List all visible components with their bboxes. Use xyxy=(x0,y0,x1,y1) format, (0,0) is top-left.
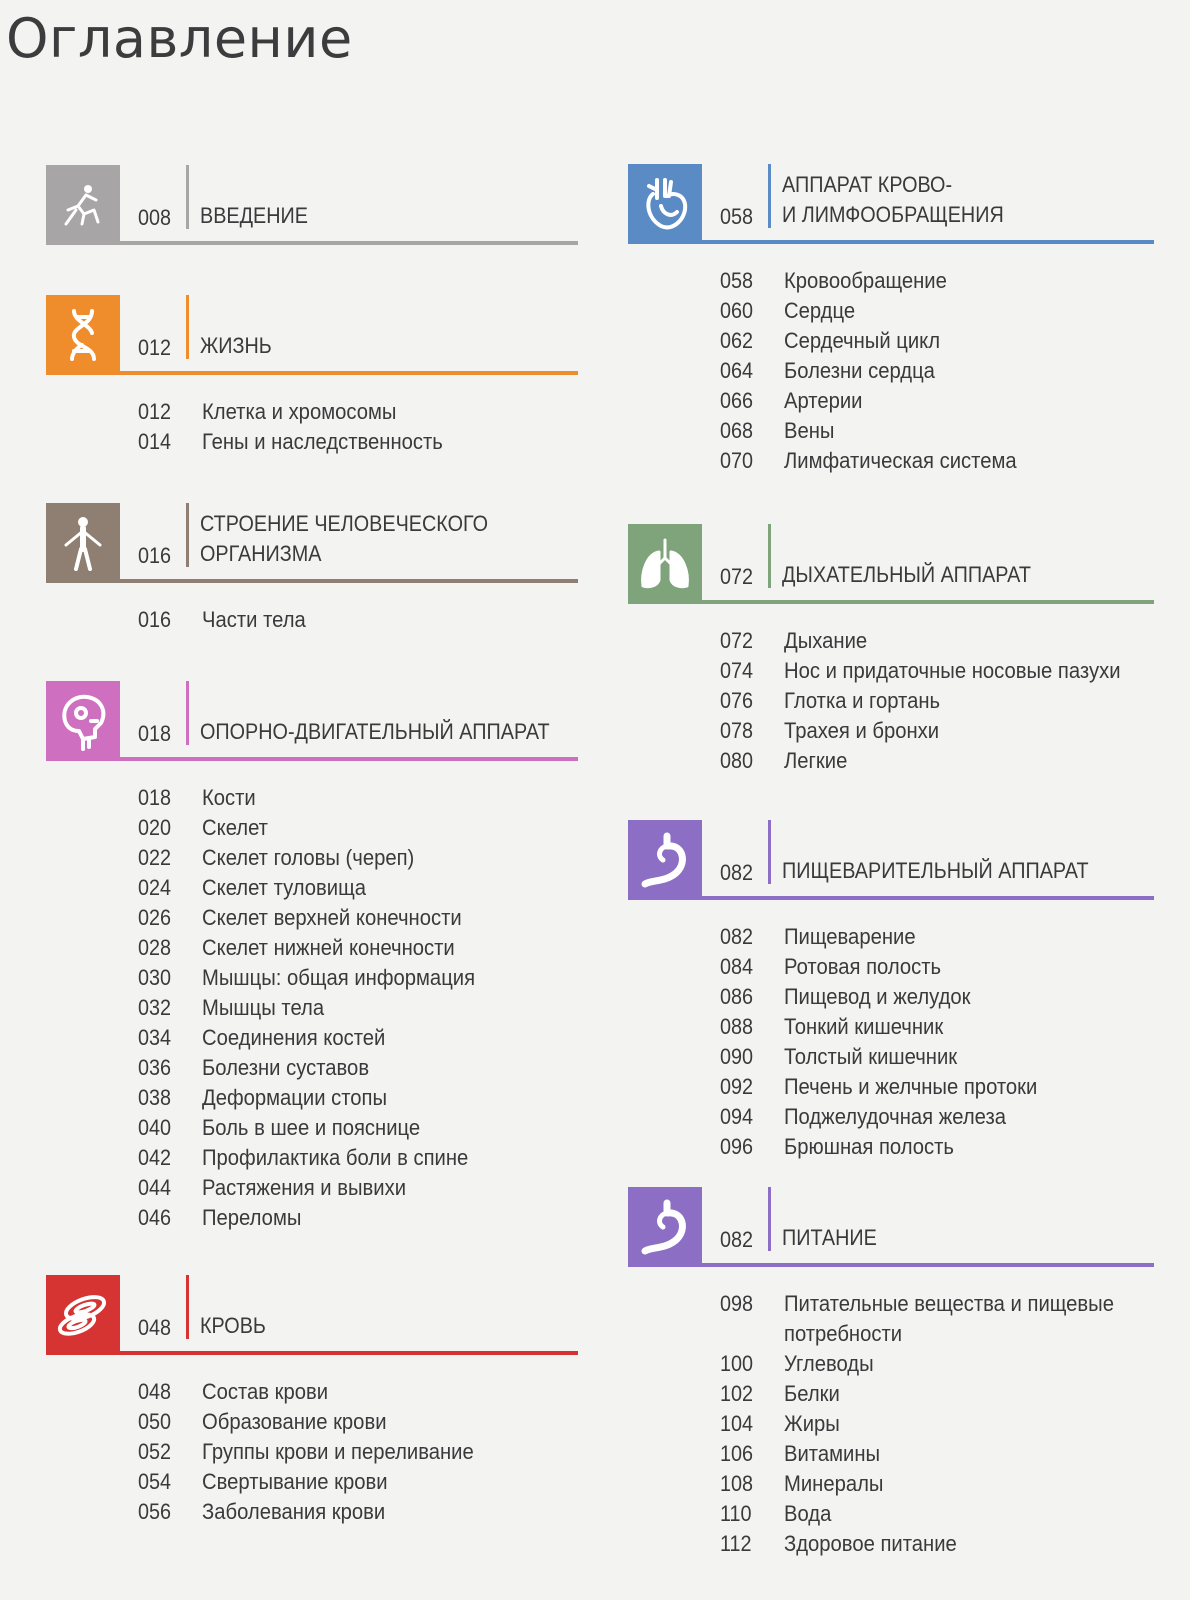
entry-title: Минералы xyxy=(784,1471,884,1496)
section-divider xyxy=(46,1351,578,1355)
entry-page-number: 102 xyxy=(720,1381,754,1406)
toc-entry[interactable] xyxy=(628,446,1154,476)
human-body-icon xyxy=(46,503,120,583)
entry-title: Сердечный цикл xyxy=(784,328,941,353)
section-accent-bar xyxy=(768,1187,771,1251)
toc-entry[interactable] xyxy=(628,922,1154,952)
section-divider xyxy=(628,896,1154,900)
toc-entry[interactable] xyxy=(46,1113,578,1143)
section-header[interactable] xyxy=(628,1187,1154,1267)
toc-entry[interactable] xyxy=(628,356,1154,386)
entry-title: Нос и придаточные носовые пазухи xyxy=(784,658,1121,683)
toc-entry[interactable] xyxy=(46,843,578,873)
entry-page-number: 100 xyxy=(720,1351,754,1376)
toc-entry[interactable] xyxy=(628,1132,1154,1162)
entry-title: Соединения костей xyxy=(202,1025,386,1050)
entry-page-number: 042 xyxy=(138,1145,172,1170)
entry-page-number: 094 xyxy=(720,1104,754,1129)
entry-title: Гены и наследственность xyxy=(202,429,443,454)
section-accent-bar xyxy=(186,295,189,359)
toc-entry[interactable] xyxy=(628,686,1154,716)
dna-icon xyxy=(46,295,120,375)
section-page-number: 082 xyxy=(720,860,754,885)
section-header[interactable] xyxy=(46,1275,578,1355)
entry-page-number: 104 xyxy=(720,1411,754,1436)
entry-title: Болезни сердца xyxy=(784,358,935,383)
section-header[interactable] xyxy=(46,165,578,245)
section-divider xyxy=(46,371,578,375)
section-header[interactable] xyxy=(628,820,1154,900)
toc-entry[interactable] xyxy=(628,952,1154,982)
section-page-number: 016 xyxy=(138,543,172,568)
section-page-number: 058 xyxy=(720,204,754,229)
entry-page-number: 020 xyxy=(138,815,172,840)
entry-page-number: 058 xyxy=(720,268,754,293)
section-title: СТРОЕНИЕ ЧЕЛОВЕЧЕСКОГО ОРГАНИЗМА xyxy=(200,511,488,566)
page-title: Оглавление xyxy=(6,7,353,70)
entry-title: Толстый кишечник xyxy=(784,1044,958,1069)
toc-entry[interactable] xyxy=(46,605,578,635)
section-circulation xyxy=(628,164,1154,476)
toc-entry[interactable] xyxy=(628,266,1154,296)
toc-entry[interactable] xyxy=(628,1409,1154,1439)
entry-page-number: 066 xyxy=(720,388,754,413)
toc-entry[interactable] xyxy=(46,397,578,427)
entry-page-number: 052 xyxy=(138,1439,172,1464)
toc-entry[interactable] xyxy=(628,1012,1154,1042)
entry-title: Свертывание крови xyxy=(202,1469,388,1494)
entry-page-number: 018 xyxy=(138,785,172,810)
entry-title: Мышцы тела xyxy=(202,995,325,1020)
entry-title: Жиры xyxy=(784,1411,840,1436)
section-title: ПИТАНИЕ xyxy=(782,1225,877,1250)
entry-page-number: 016 xyxy=(138,607,172,632)
section-nutrition xyxy=(628,1187,1154,1559)
section-page-number: 012 xyxy=(138,335,172,360)
toc-entry[interactable] xyxy=(628,416,1154,446)
section-accent-bar xyxy=(186,165,189,229)
section-page-number: 008 xyxy=(138,205,172,230)
toc-entry[interactable] xyxy=(46,873,578,903)
toc-entry[interactable] xyxy=(628,1529,1154,1559)
section-header[interactable] xyxy=(628,524,1154,604)
entry-page-number: 062 xyxy=(720,328,754,353)
toc-entry[interactable] xyxy=(46,1143,578,1173)
toc-entry[interactable] xyxy=(628,1439,1154,1469)
entry-title: Сердце xyxy=(784,298,856,323)
section-digestive xyxy=(628,820,1154,1162)
toc-entry[interactable] xyxy=(628,1042,1154,1072)
toc-entry[interactable] xyxy=(628,296,1154,326)
entry-page-number: 026 xyxy=(138,905,172,930)
section-header[interactable] xyxy=(46,503,578,583)
entry-title: Пищеварение xyxy=(784,924,916,949)
section-header[interactable] xyxy=(46,681,578,761)
toc-entry[interactable] xyxy=(46,813,578,843)
section-page-number: 048 xyxy=(138,1315,172,1340)
entry-title: Растяжения и вывихи xyxy=(202,1175,407,1200)
toc-entry[interactable] xyxy=(46,427,578,457)
section-musculoskeletal xyxy=(46,681,578,1233)
section-header[interactable] xyxy=(46,295,578,375)
entry-list xyxy=(46,1377,578,1527)
toc-entry[interactable] xyxy=(46,993,578,1023)
entry-title: Лимфатическая система xyxy=(784,448,1017,473)
entry-title: Витамины xyxy=(784,1441,881,1466)
section-title: ПИЩЕВАРИТЕЛЬНЫЙ АППАРАТ xyxy=(782,858,1089,883)
entry-title: Профилактика боли в спине xyxy=(202,1145,469,1170)
entry-title: Пищевод и желудок xyxy=(784,984,971,1009)
entry-page-number: 084 xyxy=(720,954,754,979)
toc-entry[interactable] xyxy=(628,1379,1154,1409)
entry-page-number: 096 xyxy=(720,1134,754,1159)
entry-page-number: 038 xyxy=(138,1085,172,1110)
entry-page-number: 024 xyxy=(138,875,172,900)
entry-title: Углеводы xyxy=(784,1351,874,1376)
entry-page-number: 072 xyxy=(720,628,754,653)
entry-page-number: 088 xyxy=(720,1014,754,1039)
entry-title: Брюшная полость xyxy=(784,1134,954,1159)
entry-list xyxy=(46,783,578,1233)
entry-page-number: 106 xyxy=(720,1441,754,1466)
entry-page-number: 022 xyxy=(138,845,172,870)
entry-page-number: 064 xyxy=(720,358,754,383)
entry-page-number: 046 xyxy=(138,1205,172,1230)
entry-title: Питательные вещества и пищевые потребности xyxy=(784,1291,1114,1346)
toc-entry[interactable] xyxy=(46,1083,578,1113)
entry-page-number: 078 xyxy=(720,718,754,743)
entry-page-number: 044 xyxy=(138,1175,172,1200)
entry-title: Скелет туловища xyxy=(202,875,367,900)
entry-title: Части тела xyxy=(202,607,306,632)
entry-page-number: 056 xyxy=(138,1499,172,1524)
toc-entry[interactable] xyxy=(46,1053,578,1083)
toc-entry[interactable] xyxy=(46,1497,578,1527)
section-title: АППАРАТ КРОВО- И ЛИМФООБРАЩЕНИЯ xyxy=(782,172,1004,227)
entry-title: Мышцы: общая информация xyxy=(202,965,476,990)
entry-page-number: 082 xyxy=(720,924,754,949)
entry-list xyxy=(628,1289,1154,1559)
section-accent-bar xyxy=(768,524,771,588)
entry-page-number: 028 xyxy=(138,935,172,960)
section-intro xyxy=(46,165,578,245)
entry-page-number: 070 xyxy=(720,448,754,473)
entry-title: Печень и желчные протоки xyxy=(784,1074,1038,1099)
entry-list xyxy=(628,922,1154,1162)
toc-entry[interactable] xyxy=(46,1173,578,1203)
toc-entry[interactable] xyxy=(46,1467,578,1497)
section-title: КРОВЬ xyxy=(200,1313,266,1338)
section-life xyxy=(46,295,578,457)
toc-entry[interactable] xyxy=(46,1203,578,1233)
entry-page-number: 080 xyxy=(720,748,754,773)
section-divider xyxy=(628,240,1154,244)
entry-title: Дыхание xyxy=(784,628,868,653)
entry-page-number: 034 xyxy=(138,1025,172,1050)
toc-entry[interactable] xyxy=(46,1377,578,1407)
section-accent-bar xyxy=(186,681,189,745)
toc-entry[interactable] xyxy=(628,386,1154,416)
entry-page-number: 030 xyxy=(138,965,172,990)
toc-entry[interactable] xyxy=(46,963,578,993)
toc-entry[interactable] xyxy=(628,746,1154,776)
section-accent-bar xyxy=(768,820,771,884)
entry-title: Здоровое питание xyxy=(784,1531,957,1556)
entry-title: Глотка и гортань xyxy=(784,688,941,713)
section-page-number: 072 xyxy=(720,564,754,589)
entry-page-number: 092 xyxy=(720,1074,754,1099)
toc-entry[interactable] xyxy=(628,1102,1154,1132)
section-divider xyxy=(46,757,578,761)
entry-title: Тонкий кишечник xyxy=(784,1014,944,1039)
blood-cells-icon xyxy=(46,1275,120,1355)
entry-page-number: 014 xyxy=(138,429,172,454)
entry-title: Образование крови xyxy=(202,1409,387,1434)
entry-title: Боль в шее и пояснице xyxy=(202,1115,421,1140)
section-title: ВВЕДЕНИЕ xyxy=(200,203,308,228)
entry-page-number: 068 xyxy=(720,418,754,443)
entry-page-number: 076 xyxy=(720,688,754,713)
entry-title: Болезни суставов xyxy=(202,1055,370,1080)
section-respiratory xyxy=(628,524,1154,776)
section-divider xyxy=(46,241,578,245)
entry-page-number: 032 xyxy=(138,995,172,1020)
heart-icon xyxy=(628,164,702,244)
toc-entry[interactable] xyxy=(628,982,1154,1012)
person-sitting-icon xyxy=(46,165,120,245)
entry-list xyxy=(628,626,1154,776)
entry-title: Заболевания крови xyxy=(202,1499,386,1524)
entry-title: Деформации стопы xyxy=(202,1085,388,1110)
entry-title: Трахея и бронхи xyxy=(784,718,940,743)
entry-title: Белки xyxy=(784,1381,840,1406)
section-title: ДЫХАТЕЛЬНЫЙ АППАРАТ xyxy=(782,562,1031,587)
entry-page-number: 098 xyxy=(720,1291,754,1316)
entry-title: Скелет xyxy=(202,815,268,840)
entry-title: Вены xyxy=(784,418,835,443)
toc-entry[interactable] xyxy=(628,656,1154,686)
entry-page-number: 036 xyxy=(138,1055,172,1080)
entry-page-number: 110 xyxy=(720,1501,752,1526)
toc-entry[interactable] xyxy=(628,716,1154,746)
section-accent-bar xyxy=(186,1275,189,1339)
entry-title: Скелет нижней конечности xyxy=(202,935,455,960)
section-divider xyxy=(46,579,578,583)
entry-page-number: 054 xyxy=(138,1469,172,1494)
entry-title: Ротовая полость xyxy=(784,954,942,979)
lungs-icon xyxy=(628,524,702,604)
entry-title: Легкие xyxy=(784,748,848,773)
toc-entry[interactable] xyxy=(628,626,1154,656)
entry-list xyxy=(628,266,1154,476)
entry-page-number: 040 xyxy=(138,1115,172,1140)
toc-entry[interactable] xyxy=(628,1499,1154,1529)
section-accent-bar xyxy=(186,503,189,567)
toc-entry[interactable] xyxy=(46,1407,578,1437)
skull-icon xyxy=(46,681,120,761)
entry-page-number: 048 xyxy=(138,1379,172,1404)
entry-title: Артерии xyxy=(784,388,863,413)
section-page-number: 082 xyxy=(720,1227,754,1252)
toc-entry[interactable] xyxy=(628,326,1154,356)
section-title: ЖИЗНЬ xyxy=(200,333,272,358)
entry-title: Клетка и хромосомы xyxy=(202,399,397,424)
entry-title: Переломы xyxy=(202,1205,302,1230)
entry-title: Вода xyxy=(784,1501,832,1526)
entry-page-number: 012 xyxy=(138,399,172,424)
toc-entry[interactable] xyxy=(46,1023,578,1053)
entry-page-number: 090 xyxy=(720,1044,754,1069)
entry-list xyxy=(46,605,578,635)
entry-title: Скелет верхней конечности xyxy=(202,905,462,930)
entry-page-number: 074 xyxy=(720,658,754,683)
toc-entry[interactable] xyxy=(628,1289,1154,1349)
toc-entry[interactable] xyxy=(628,1469,1154,1499)
entry-title: Кровообращение xyxy=(784,268,947,293)
entry-title: Кости xyxy=(202,785,256,810)
entry-title: Скелет головы (череп) xyxy=(202,845,415,870)
toc-entry[interactable] xyxy=(46,903,578,933)
toc-entry[interactable] xyxy=(46,783,578,813)
entry-page-number: 108 xyxy=(720,1471,754,1496)
section-accent-bar xyxy=(768,164,771,228)
entry-page-number: 086 xyxy=(720,984,754,1009)
toc-entry[interactable] xyxy=(46,1437,578,1467)
entry-list xyxy=(46,397,578,457)
section-structure xyxy=(46,503,578,635)
entry-page-number: 112 xyxy=(720,1531,752,1556)
toc-entry[interactable] xyxy=(628,1072,1154,1102)
section-divider xyxy=(628,1263,1154,1267)
section-blood xyxy=(46,1275,578,1527)
stomach-icon xyxy=(628,820,702,900)
entry-title: Группы крови и переливание xyxy=(202,1439,474,1464)
section-header[interactable] xyxy=(628,164,1154,244)
entry-title: Состав крови xyxy=(202,1379,329,1404)
entry-page-number: 050 xyxy=(138,1409,172,1434)
section-divider xyxy=(628,600,1154,604)
toc-entry[interactable] xyxy=(628,1349,1154,1379)
toc-entry[interactable] xyxy=(46,933,578,963)
stomach-icon xyxy=(628,1187,702,1267)
section-page-number: 018 xyxy=(138,721,172,746)
section-title: ОПОРНО-ДВИГАТЕЛЬНЫЙ АППАРАТ xyxy=(200,719,550,744)
entry-title: Поджелудочная железа xyxy=(784,1104,1007,1129)
entry-page-number: 060 xyxy=(720,298,754,323)
